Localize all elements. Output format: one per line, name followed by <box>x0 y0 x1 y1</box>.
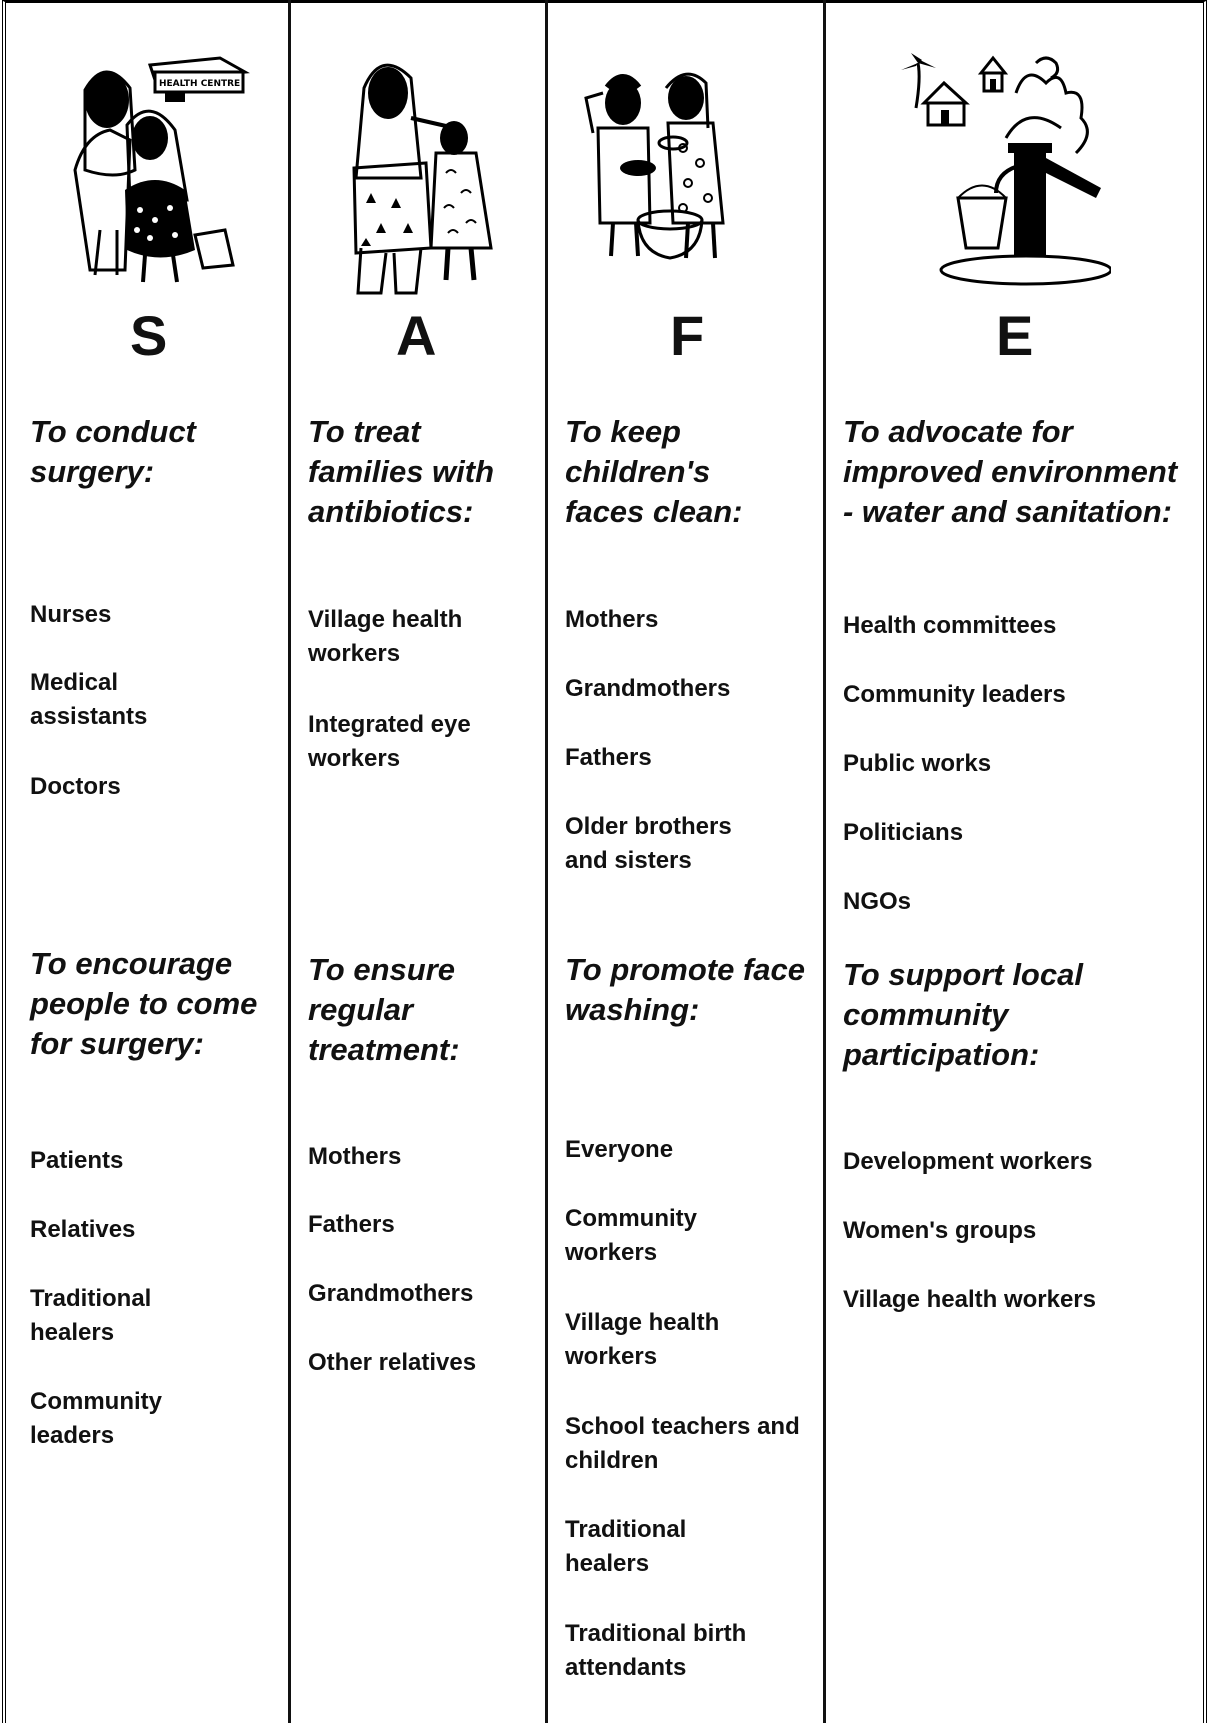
list-item: Traditional healers <box>565 1516 687 1577</box>
list-item: Mothers <box>565 606 659 633</box>
list-item: Grandmothers <box>565 675 731 702</box>
heading-ensure-treatment: To ensure regular treatment: <box>308 952 460 1067</box>
letter-e: E <box>996 304 1034 367</box>
heading-conduct-surgery: To conduct surgery: <box>30 414 196 489</box>
list-item: Development workers <box>843 1148 1093 1175</box>
list-item: Village health workers <box>565 1309 720 1370</box>
mother-giving-eye-ointment-icon <box>336 48 506 298</box>
list-item: Fathers <box>308 1211 395 1238</box>
list-item: Community workers <box>565 1205 697 1266</box>
list-item: Everyone <box>565 1136 674 1163</box>
letter-f: F <box>670 304 705 367</box>
column-antibiotics <box>291 0 545 1723</box>
column-surgery <box>0 0 288 1723</box>
list-item: Traditional healers <box>30 1285 152 1346</box>
column-environment <box>826 0 1201 1723</box>
letter-a: A <box>396 304 437 367</box>
list-item: Doctors <box>30 773 121 800</box>
list-item: Community leaders <box>843 681 1066 708</box>
list-item: School teachers and children <box>565 1413 800 1474</box>
children-washing-faces-icon <box>578 58 758 268</box>
heading-encourage-surgery: To encourage people to come for surgery: <box>30 946 258 1061</box>
list-item: Village health workers <box>308 606 463 667</box>
list-item: Medical assistants <box>30 669 148 730</box>
water-pump-village-icon <box>896 48 1111 288</box>
list-item: Fathers <box>565 744 652 771</box>
list-item: Women's groups <box>843 1217 1037 1244</box>
list-item: Community leaders <box>30 1388 162 1449</box>
list-item: Nurses <box>30 601 112 628</box>
heading-keep-faces-clean: To keep children's faces clean: <box>565 414 743 529</box>
list-item: Patients <box>30 1147 124 1174</box>
health-centre-sign: HEALTH CENTRE <box>159 79 241 89</box>
list-item: Other relatives <box>308 1349 477 1376</box>
health-worker-with-patient-icon <box>55 50 255 290</box>
heading-support-participation: To support local community participation: <box>843 957 1083 1072</box>
list-item: Traditional birth attendants <box>565 1620 747 1681</box>
list-item: Public works <box>843 750 992 777</box>
column-face-washing <box>548 0 823 1723</box>
list-item: Integrated eye workers <box>308 711 471 772</box>
list-item: Village health workers <box>843 1286 1096 1313</box>
list-item: Mothers <box>308 1143 402 1170</box>
list-item: Politicians <box>843 819 964 846</box>
list-item: Health committees <box>843 612 1057 639</box>
list-item: NGOs <box>843 888 912 915</box>
letter-s: S <box>130 304 168 367</box>
heading-treat-antibiotics: To treat families with antibiotics: <box>308 414 495 529</box>
heading-advocate-environment: To advocate for improved environment - water and sanitation: <box>843 414 1178 529</box>
list-item: Relatives <box>30 1216 136 1243</box>
heading-promote-face-washing: To promote face washing: <box>565 952 805 1027</box>
list-item: Older brothers and sisters <box>565 813 732 874</box>
list-item: Grandmothers <box>308 1280 474 1307</box>
